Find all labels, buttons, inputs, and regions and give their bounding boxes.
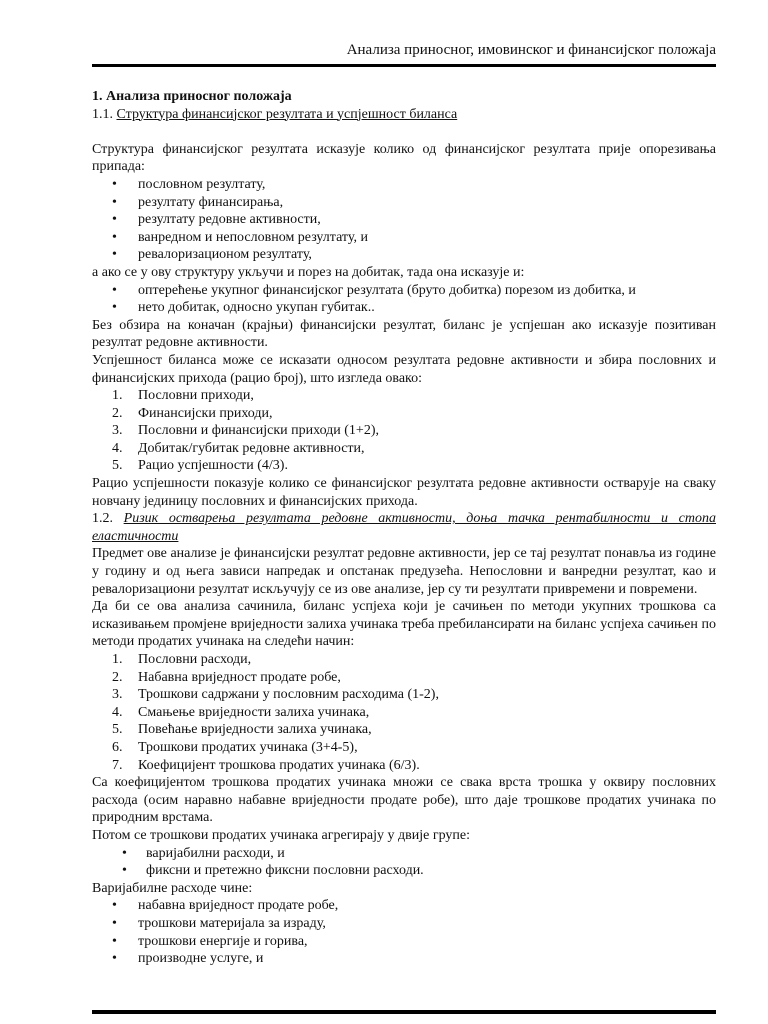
list-item [92, 757, 716, 775]
section-number: 1.1. [92, 106, 113, 122]
list-item: • трошкови енергије и горива, [92, 933, 716, 951]
paragraph: Варијабилне расходе чине: [92, 880, 253, 896]
list-item [92, 704, 716, 722]
list-item: • варијабилни расходи, и [92, 845, 716, 863]
list-item: • пословном резултату, [92, 176, 716, 194]
item-text: Смањење вриједности залиха учинака, [138, 704, 370, 720]
paragraph: Структура финансијског резултата исказује колико од финансијског резултата прије опорезивања припада: [92, 141, 716, 175]
item-text: Трошкови садржани у пословним расходима (1-2), [138, 687, 439, 703]
section-number: 1.2. [92, 511, 113, 527]
item-text: Рацио успјешности (4/3). [138, 458, 288, 474]
section-title: Структура финансијског резултата и успјешност биланса [116, 106, 458, 122]
bullet-list [92, 176, 716, 264]
paragraph: Рацио успјешности показује колико се финансијског резултата редовне активности остварује на сваку новчану јединицу пословних и финансијских прихода. [92, 476, 716, 509]
list-item [92, 651, 716, 669]
item-number: 5. [112, 722, 123, 738]
page-header: Анализа приносног, имовинског и финансијског положаја [346, 42, 716, 58]
list-item [92, 669, 716, 687]
item-number: 3. [112, 423, 123, 439]
item-text: Пословни и финансијски приходи (1+2), [138, 423, 379, 439]
paragraph: Са коефицијентом трошкова продатих учинака множи се свака врста трошка у оквиру пословних расхода (осим наравно набавне вриједности продате робе), што даје трошкове продатих учинака по природним врстама. [92, 775, 716, 826]
section-1-2-heading [92, 510, 716, 545]
numbered-list [92, 651, 716, 774]
bullet-list [92, 845, 716, 880]
list-item: • резултату финансирања, [92, 194, 716, 212]
spacer [92, 123, 716, 141]
item-text: Пословни расходи, [138, 652, 252, 667]
footer-rule [92, 1010, 716, 1014]
list-item [92, 405, 716, 423]
list-item: • нето добитак, односно укупан губитак.. [92, 299, 716, 317]
list-item [92, 739, 716, 757]
item-number: 5. [112, 458, 123, 474]
item-number: 4. [112, 440, 123, 456]
item-number: 7. [112, 757, 123, 773]
item-number: 4. [112, 704, 123, 720]
document-body [92, 88, 716, 968]
item-text: Повећање вриједности залиха учинака, [138, 722, 372, 738]
item-text: Финансијски приходи, [138, 405, 273, 421]
paragraph: Без обзира на коначан (крајњи) финансијски резултат, биланс је успјешан ако исказује позитиван резултат редовне активности. [92, 317, 716, 351]
item-number: 2. [112, 669, 123, 685]
header-rule [92, 64, 716, 67]
bullet-list [92, 282, 716, 317]
list-item [92, 440, 716, 458]
paragraph: Да би се ова анализа сачинила, биланс успјеха који је сачињен по методи укупних трошкова са исказивањем промјене вриједности залиха учинака треба пребилансирати на биланс успјеха сачињен по методи продатих учинака на следећи начин: [92, 599, 716, 650]
list-item: • трошкови материјала за израду, [92, 915, 716, 933]
paragraph: Потом се трошкови продатих учинака агрегирају у двије групе: [92, 827, 471, 843]
item-text: Добитак/губитак редовне активности, [138, 440, 365, 456]
list-item: • производне услуге, и [92, 950, 716, 968]
numbered-list [92, 387, 716, 475]
list-item: • фиксни и претежно фиксни пословни расходи. [92, 862, 716, 880]
item-text: Пословни приходи, [138, 388, 254, 404]
item-number: 1. [112, 652, 123, 667]
list-item: • ревалоризационом резултату, [92, 246, 716, 264]
item-number: 2. [112, 405, 123, 421]
list-item [92, 387, 716, 405]
list-item: • оптерећење укупног финансијског резултата (бруто добитка) порезом из добитка, и [92, 282, 716, 300]
list-item: • ванредном и непословном резултату, и [92, 229, 716, 247]
heading-1: 1. Анализа приносног положаја [92, 89, 292, 104]
section-1-1-heading [92, 106, 716, 124]
item-text: Набавна вриједност продате робе, [138, 669, 341, 685]
list-item: • резултату редовне активности, [92, 211, 716, 229]
item-text: Коефицијент трошкова продатих учинака (6/3). [138, 757, 420, 773]
bullet-list [92, 897, 716, 967]
paragraph: Предмет ове анализе је финансијски резултат редовне активности, јер се тај резултат понавља из године у годину и од њега зависи напредак и опстанак предузећа. Непословни и ванредни резултат, као и ревалоризациони резултат искључују се из ове анализе, јер су ти резултати привремени и повремени. [92, 546, 716, 597]
list-item [92, 457, 716, 475]
item-number: 1. [112, 388, 123, 404]
list-item [92, 721, 716, 739]
list-item [92, 422, 716, 440]
item-text: Трошкови продатих учинака (3+4-5), [138, 739, 358, 755]
section-title: Ризик остварења резултата редовне активности, доња тачка рентабилности и стопа еластичности [92, 511, 716, 544]
item-number: 6. [112, 739, 123, 755]
list-item: • набавна вриједност продате робе, [92, 897, 716, 915]
paragraph: Успјешност биланса може се исказати односом резултата редовне активности и збира пословних и финансијских прихода (рацио број), што изгледа овако: [92, 352, 716, 386]
paragraph: а ако се у ову структуру укључи и порез на добитак, тада она исказује и: [92, 264, 525, 280]
list-item [92, 686, 716, 704]
item-number: 3. [112, 687, 123, 703]
